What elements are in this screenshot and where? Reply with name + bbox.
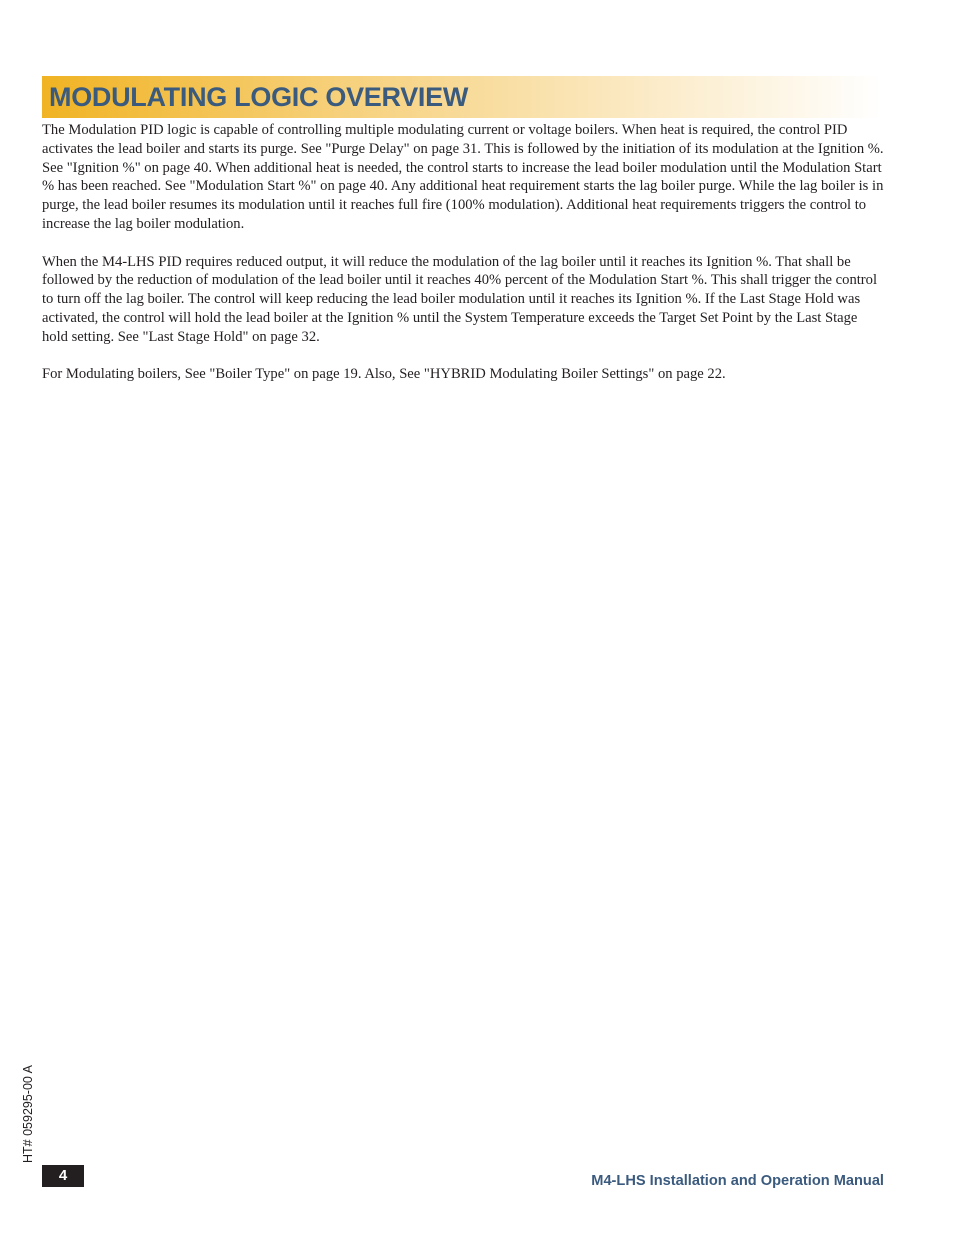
paragraph-2: When the M4-LHS PID requires reduced output, it will reduce the modulation of the lag boiler until it reaches its Ignition %. That shall be followed by the reduction of modulation of the lead boiler until it reaches 40% percent of the Modulation Start %. This shall trigger the control to turn off the lag boiler. The control will keep reducing the lead boiler modulation until it reaches its Ignition %. If the Last Stage Hold was activated, the control will hold the lead boiler at the Ignition % until the System Temperature exceeds the Target Set Point by the Last Stage hold setting. See "Last Stage Hold" on page 32. [42,253,878,345]
body-text [42,121,884,403]
page-number: 4 [58,1167,68,1184]
manual-title: M4-LHS Installation and Operation Manual [591,1173,884,1189]
document-code: HT# 059295-00 A [21,1065,35,1163]
section-title-bar [42,76,882,118]
paragraph-1: The Modulation PID logic is capable of controlling multiple modulating current or voltage boilers. When heat is required, the control PID activates the lead boiler and starts its purge. See "Purge Delay" on page 31. This is followed by the initiation of its modulation at the Ignition %. See "Ignition %" on page 40. When additional heat is needed, the control starts to increase the lead boiler modulation until the Modulation Start % has been reached. See "Modulation Start %" on page 40. Any additional heat requirement starts the lag boiler purge. While the lag boiler is in purge, the lead boiler resumes its modulation until it reaches full fire (100% modulation). Additional heat requirements triggers the control to increase the lag boiler modulation. [42,122,884,232]
paragraph-3: For Modulating boilers, See "Boiler Type" on page 19. Also, See "HYBRID Modulating Boiler Settings" on page 22. [42,366,726,383]
page-number-box [42,1165,84,1187]
section-title: MODULATING LOGIC OVERVIEW [49,82,469,112]
